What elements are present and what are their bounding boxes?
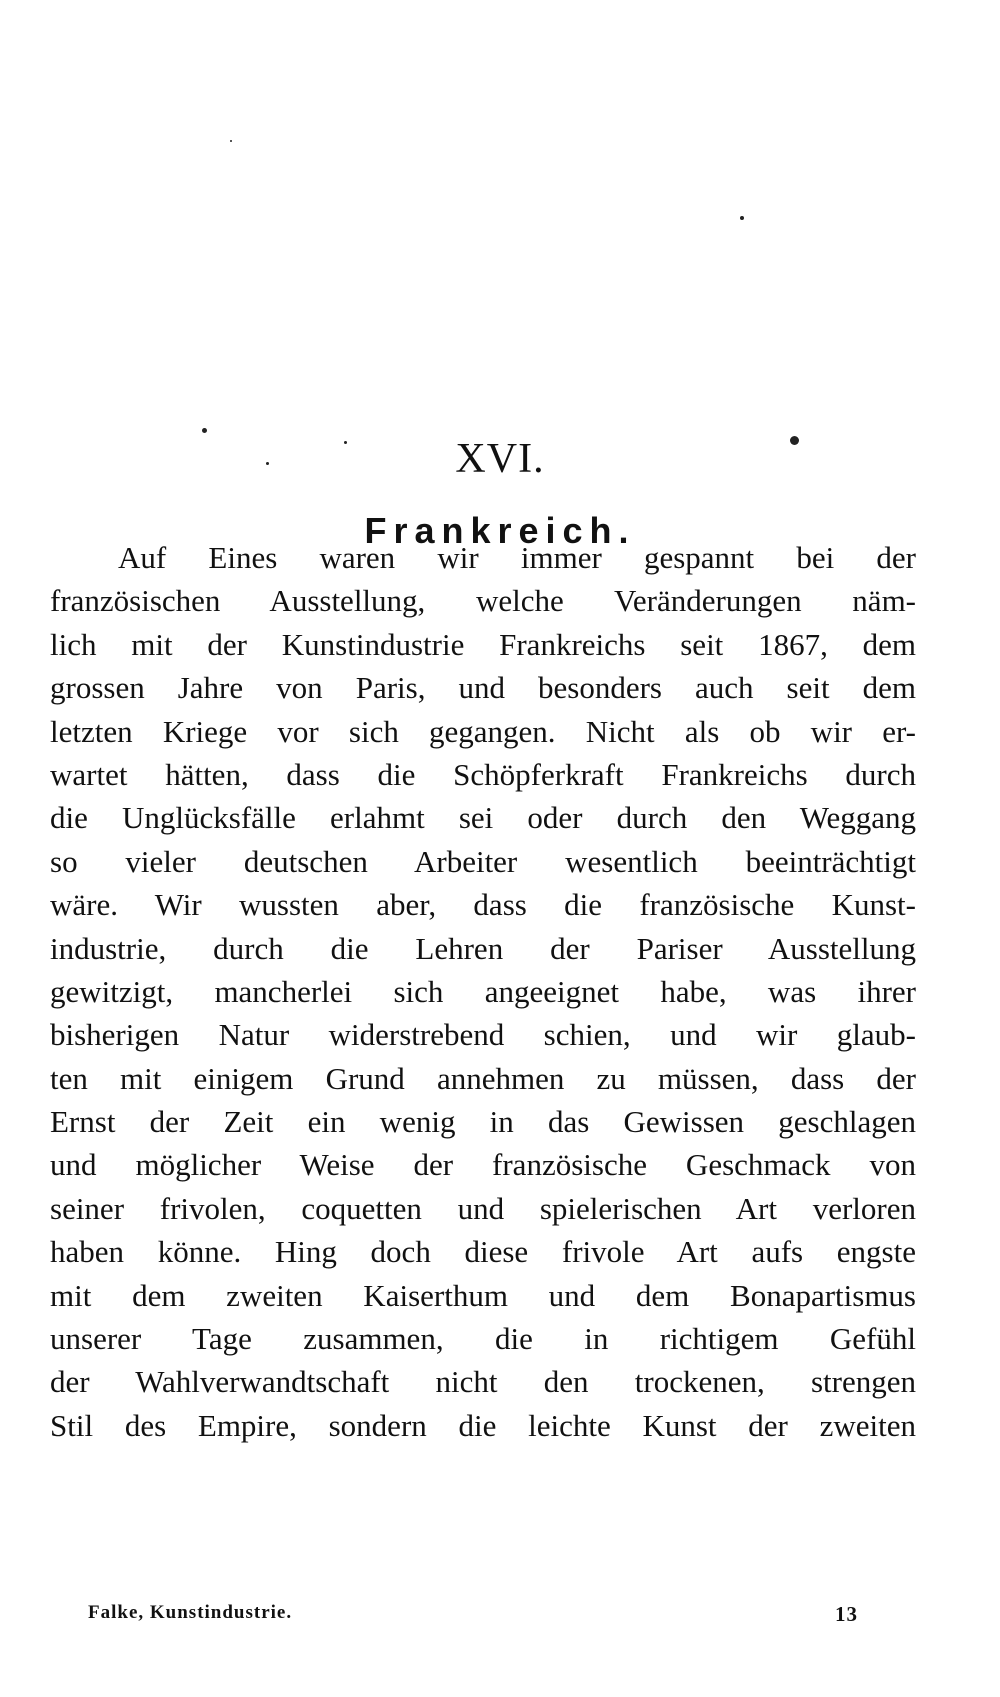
text-line: bisherigen Natur widerstrebend schien, und wir glaub-	[50, 1017, 916, 1053]
text-line: unserer Tage zusammen, die in richtigem Gefühl	[50, 1321, 916, 1357]
text-line: die Unglücksfälle erlahmt sei oder durch den Weggang	[50, 800, 916, 836]
text-line: wäre. Wir wussten aber, dass die französische Kunst-	[50, 887, 916, 923]
text-line: haben könne. Hing doch diese frivole Art aufs engste	[50, 1234, 916, 1270]
text-line: letzten Kriege vor sich gegangen. Nicht als ob wir er-	[50, 713, 916, 749]
text-line: so vieler deutschen Arbeiter wesentlich beeinträchtigt	[50, 843, 916, 879]
text-line: und möglicher Weise der französische Geschmack von	[50, 1147, 916, 1183]
ink-speck	[740, 216, 744, 220]
text-line: Stil des Empire, sondern die leichte Kunst der zweiten	[50, 1407, 916, 1443]
text-line: Auf Eines waren wir immer gespannt bei der	[118, 540, 916, 575]
text-line: industrie, durch die Lehren der Pariser Ausstellung	[50, 930, 916, 966]
text-line: seiner frivolen, coquetten und spielerischen Art verloren	[50, 1190, 916, 1226]
text-line: grossen Jahre von Paris, und besonders auch seit dem	[50, 670, 916, 706]
footer-signature: Falke, Kunstindustrie.	[88, 1602, 293, 1623]
text-line: der Wahlverwandtschaft nicht den trockenen, strengen	[50, 1364, 916, 1400]
text-line: französischen Ausstellung, welche Veränderungen näm-	[50, 583, 916, 619]
page-number: 13	[835, 1602, 858, 1626]
text-line: gewitzigt, mancherlei sich angeeignet habe, was ihrer	[50, 973, 916, 1009]
text-line: mit dem zweiten Kaiserthum und dem Bonapartismus	[50, 1277, 916, 1313]
text-line: lich mit der Kunstindustrie Frankreichs seit 1867, dem	[50, 626, 916, 662]
chapter-number: XVI.	[455, 436, 545, 482]
text-line: Ernst der Zeit ein wenig in das Gewissen geschlagen	[50, 1104, 916, 1140]
ink-speck	[202, 428, 207, 433]
chapter-title: Frankreich.	[364, 510, 636, 551]
ink-speck	[230, 140, 232, 142]
text-line: wartet hätten, dass die Schöpferkraft Frankreichs durch	[50, 756, 916, 792]
text-line: ten mit einigem Grund annehmen zu müssen, dass der	[50, 1060, 916, 1096]
page-footer	[88, 1602, 858, 1628]
body-text	[50, 536, 916, 1447]
